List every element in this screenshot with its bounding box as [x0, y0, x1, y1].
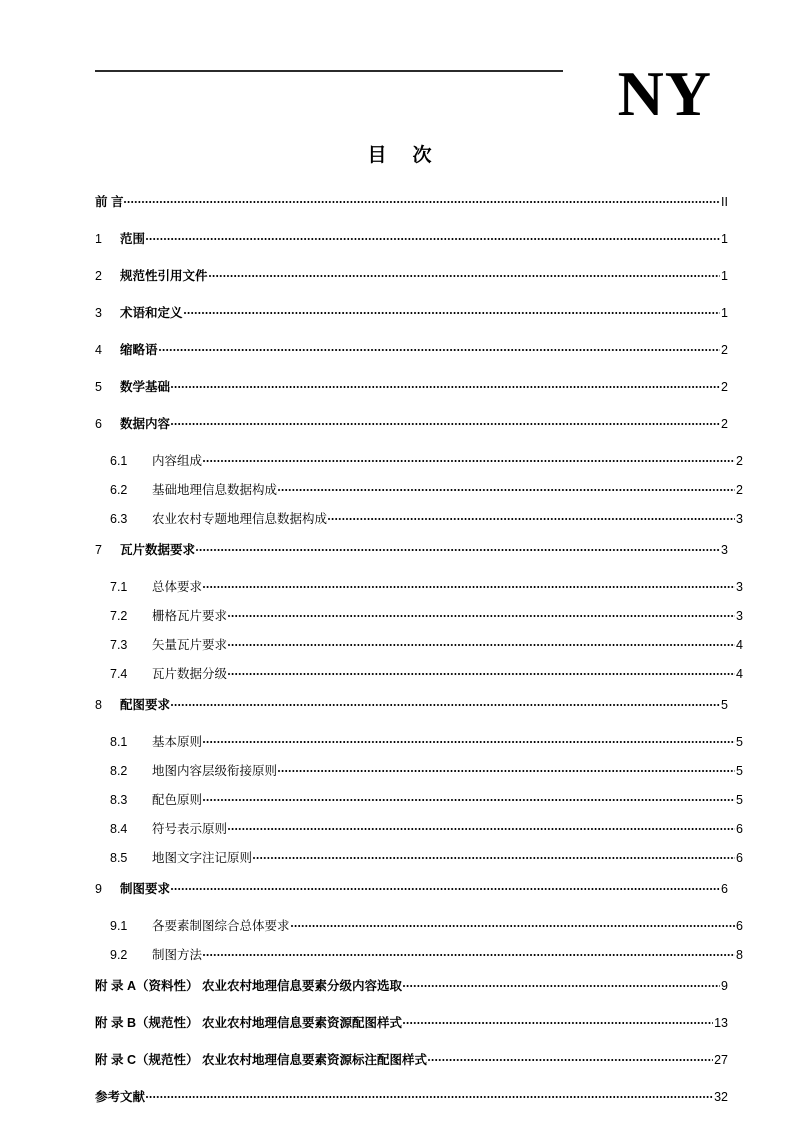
toc-entry-number: 8.5	[110, 851, 128, 865]
toc-entry[interactable]	[95, 1011, 728, 1031]
toc-entry-page-number: 6	[736, 822, 743, 836]
toc-entry-label: 附 录 C（规范性） 农业农村地理信息要素资源标注配图样式	[95, 1053, 427, 1067]
toc-leader-dots	[228, 633, 735, 649]
toc-entry[interactable]	[95, 759, 743, 779]
toc-entry-page-number: 2	[736, 454, 743, 468]
toc-entry[interactable]	[95, 301, 728, 321]
toc-entry-page-number: 9	[721, 979, 728, 993]
toc-entry-label: 瓦片数据分级	[152, 667, 228, 681]
standard-mark-ny: NY	[617, 58, 712, 129]
toc-entry[interactable]	[95, 375, 728, 395]
toc-leader-dots	[228, 817, 735, 833]
toc-entry-number: 6.3	[110, 512, 128, 526]
toc-entry[interactable]	[95, 1085, 728, 1105]
toc-entry-page-number: 3	[736, 580, 743, 594]
toc-entry-label: 参考文献	[95, 1090, 146, 1104]
toc-leader-dots	[203, 943, 735, 959]
toc-entry-number: 6.1	[110, 454, 128, 468]
toc-entry[interactable]	[95, 478, 743, 498]
toc-leader-dots	[203, 788, 735, 804]
toc-entry-number: 7	[95, 543, 102, 557]
page-title: 目 次	[367, 145, 433, 166]
toc-leader-dots	[171, 693, 720, 709]
toc-entry-page-number: 1	[721, 232, 728, 246]
toc-entry-number: 7.3	[110, 638, 128, 652]
toc-entry-label: 附 录 A（资料性） 农业农村地理信息要素分级内容选取	[95, 979, 402, 993]
toc-entry[interactable]	[95, 227, 728, 247]
toc-entry-page-number: 1	[721, 269, 728, 283]
toc-entry-label: 地图内容层级衔接原则	[152, 764, 278, 778]
toc-entry-page-number: 27	[714, 1053, 728, 1067]
toc-entry[interactable]	[95, 817, 743, 837]
toc-entry[interactable]	[95, 974, 728, 994]
toc-leader-dots	[184, 301, 721, 317]
toc-entry-page-number: 8	[736, 948, 743, 962]
toc-entry[interactable]	[95, 788, 743, 808]
toc-entry-label: 符号表示原则	[152, 822, 228, 836]
toc-entry-label: 基本原则	[152, 735, 203, 749]
toc-entry-page-number: 1	[721, 306, 728, 320]
toc-entry-number: 7.4	[110, 667, 128, 681]
toc-entry-label: 栅格瓦片要求	[152, 609, 228, 623]
toc-entry-number: 3	[95, 306, 102, 320]
toc-entry-page-number: 4	[736, 667, 743, 681]
toc-entry-page-number: 6	[736, 851, 743, 865]
toc-entry-label: 瓦片数据要求	[120, 543, 196, 557]
toc-entry-number: 9	[95, 882, 102, 896]
header-rule	[95, 70, 563, 72]
toc-entry-label: 农业农村专题地理信息数据构成	[152, 512, 328, 526]
toc-entry-page-number: 6	[736, 919, 743, 933]
toc-entry[interactable]	[95, 264, 728, 284]
toc-entry-page-number: II	[721, 195, 728, 209]
toc-leader-dots	[203, 449, 735, 465]
toc-leader-dots	[328, 507, 735, 523]
toc-entry-page-number: 4	[736, 638, 743, 652]
toc-entry-label: 数学基础	[120, 380, 171, 394]
toc-leader-dots	[403, 1011, 713, 1027]
toc-entry[interactable]	[95, 943, 743, 963]
toc-entry-label: 数据内容	[120, 417, 171, 431]
toc-entry-number: 7.2	[110, 609, 128, 623]
toc-leader-dots	[124, 190, 720, 206]
toc-entry-label: 范围	[120, 232, 146, 246]
toc-entry-page-number: 2	[721, 380, 728, 394]
toc-entry-label: 前 言	[95, 195, 124, 209]
toc-leader-dots	[171, 877, 720, 893]
toc-entry-label: 矢量瓦片要求	[152, 638, 228, 652]
toc-entry-page-number: 6	[721, 882, 728, 896]
toc-entry-number: 6.2	[110, 483, 128, 497]
toc-entry[interactable]	[95, 604, 743, 624]
toc-entry[interactable]	[95, 412, 728, 432]
toc-entry-number: 1	[95, 232, 102, 246]
toc-entry-number: 9.2	[110, 948, 128, 962]
toc-leader-dots	[253, 846, 735, 862]
toc-entry[interactable]	[95, 877, 728, 897]
toc-leader-dots	[403, 974, 720, 990]
toc-entry[interactable]	[95, 190, 728, 210]
toc-leader-dots	[196, 538, 720, 554]
toc-leader-dots	[291, 914, 736, 930]
toc-entry-label: 基础地理信息数据构成	[152, 483, 278, 497]
toc-entry-page-number: 32	[714, 1090, 728, 1104]
toc-leader-dots	[203, 575, 735, 591]
toc-entry[interactable]	[95, 846, 743, 866]
toc-entry-number: 5	[95, 380, 102, 394]
toc-entry-page-number: 3	[736, 609, 743, 623]
toc-entry-page-number: 2	[721, 417, 728, 431]
toc-entry-number: 8	[95, 698, 102, 712]
toc-leader-dots	[228, 662, 735, 678]
toc-leader-dots	[278, 478, 735, 494]
toc-entry-number: 4	[95, 343, 102, 357]
toc-entry-number: 6	[95, 417, 102, 431]
toc-entry-label: 配色原则	[152, 793, 203, 807]
toc-entry-number: 8.4	[110, 822, 128, 836]
toc-entry[interactable]	[95, 730, 743, 750]
toc-entry-page-number: 5	[736, 735, 743, 749]
toc-entry-label: 各要素制图综合总体要求	[152, 919, 290, 933]
toc-entry-label: 缩略语	[120, 343, 158, 357]
toc-entry-label: 地图文字注记原则	[152, 851, 253, 865]
toc-leader-dots	[428, 1048, 713, 1064]
toc-leader-dots	[159, 338, 721, 354]
toc-entry[interactable]	[95, 575, 743, 595]
toc-entry-label: 术语和定义	[120, 306, 183, 320]
toc-entry-number: 7.1	[110, 580, 128, 594]
toc-leader-dots	[278, 759, 735, 775]
toc-entry-page-number: 3	[721, 543, 728, 557]
toc-entry[interactable]	[95, 662, 743, 682]
toc-entry-label: 制图要求	[120, 882, 171, 896]
toc-entry[interactable]	[95, 914, 743, 934]
toc-entry-label: 内容组成	[152, 454, 203, 468]
toc-entry-number: 2	[95, 269, 102, 283]
toc-leader-dots	[146, 1085, 713, 1101]
toc-entry[interactable]	[95, 507, 743, 527]
toc-entry[interactable]	[95, 538, 728, 558]
toc-entry-page-number: 13	[714, 1016, 728, 1030]
toc-entry-page-number: 2	[736, 483, 743, 497]
toc-entry-page-number: 5	[736, 793, 743, 807]
toc-leader-dots	[203, 730, 735, 746]
toc-entry-page-number: 2	[721, 343, 728, 357]
toc-entry-number: 8.3	[110, 793, 128, 807]
toc-entry-label: 制图方法	[152, 948, 203, 962]
toc-entry-page-number: 5	[736, 764, 743, 778]
toc-entry-number: 9.1	[110, 919, 128, 933]
toc-leader-dots	[171, 412, 720, 428]
toc-entry[interactable]	[95, 1048, 728, 1068]
toc-entry[interactable]	[95, 693, 728, 713]
toc-entry[interactable]	[95, 633, 743, 653]
toc-entry-number: 8.1	[110, 735, 128, 749]
table-of-contents	[95, 190, 743, 1122]
toc-entry-page-number: 3	[736, 512, 743, 526]
toc-entry-label: 规范性引用文件	[120, 269, 208, 283]
toc-entry[interactable]	[95, 338, 728, 358]
toc-leader-dots	[171, 375, 720, 391]
toc-entry-page-number: 5	[721, 698, 728, 712]
toc-leader-dots	[209, 264, 721, 280]
toc-leader-dots	[228, 604, 735, 620]
toc-entry-label: 总体要求	[152, 580, 203, 594]
toc-leader-dots	[146, 227, 720, 243]
toc-entry-number: 8.2	[110, 764, 128, 778]
toc-entry-label: 配图要求	[120, 698, 171, 712]
toc-entry[interactable]	[95, 449, 743, 469]
toc-entry-label: 附 录 B（规范性） 农业农村地理信息要素资源配图样式	[95, 1016, 402, 1030]
